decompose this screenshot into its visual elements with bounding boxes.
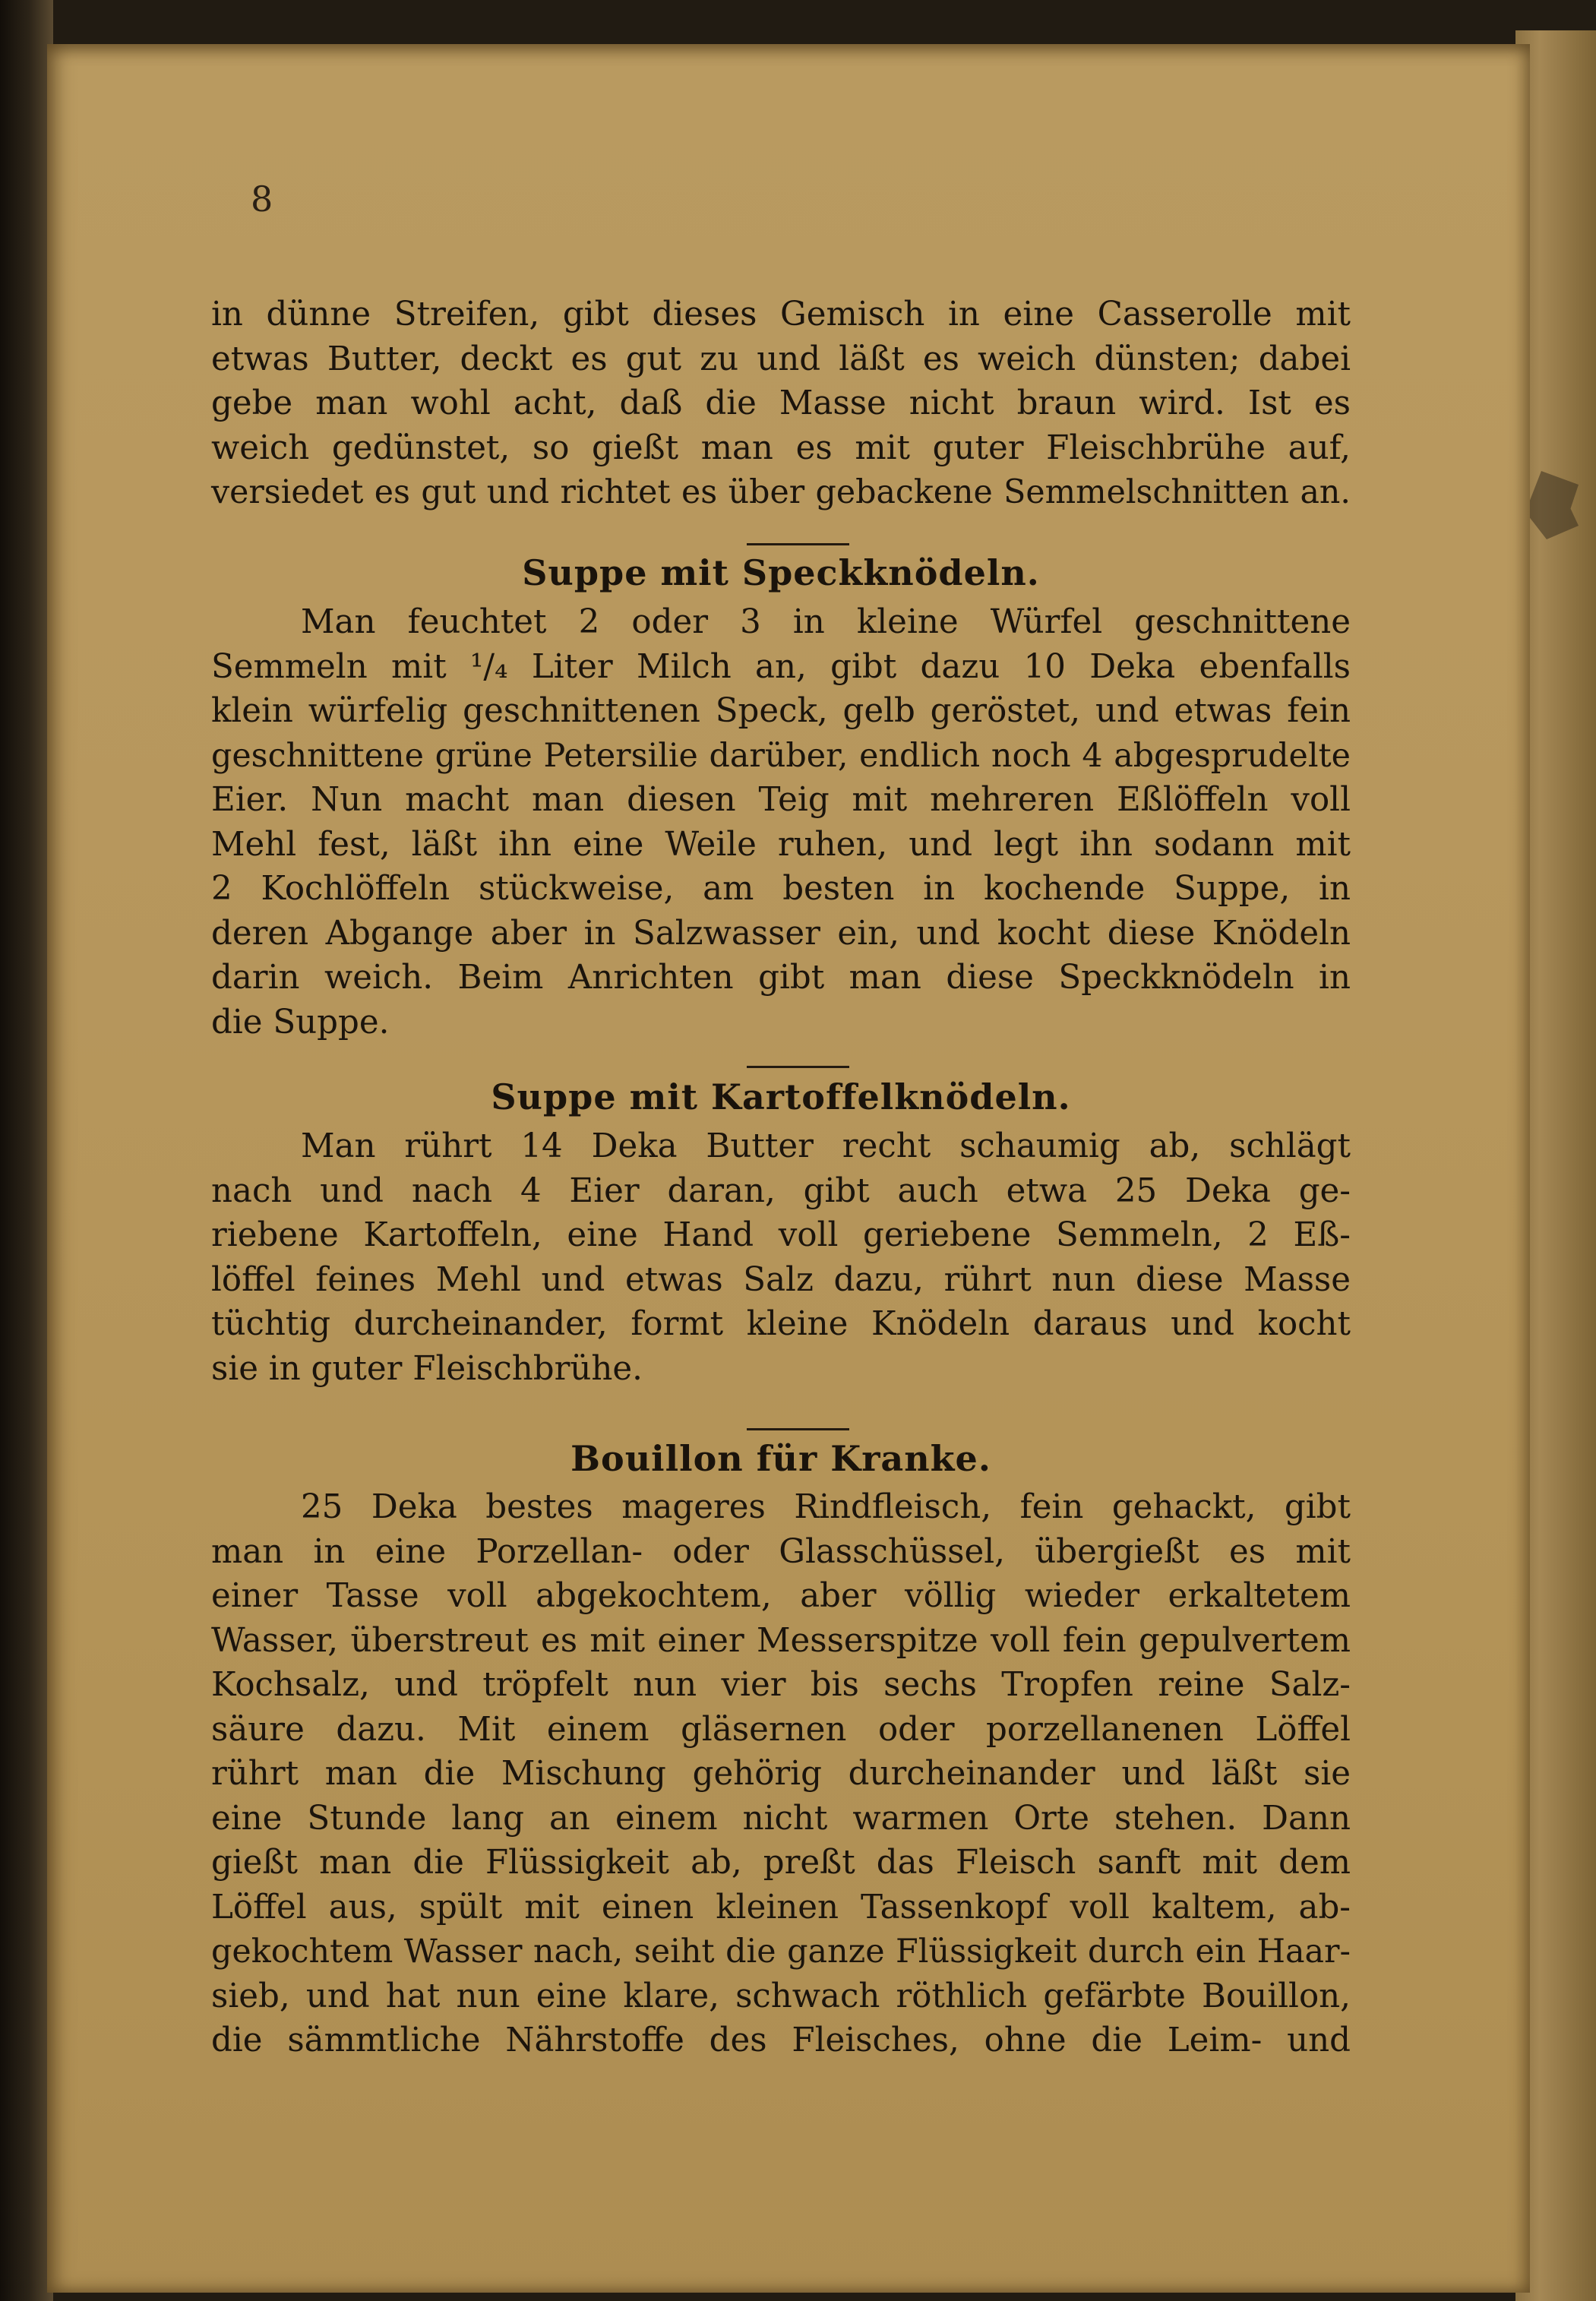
page-number: 8 (251, 179, 273, 220)
text-line: geschnittene grüne Petersilie darüber, endlich noch 4 abgesprudelte (211, 736, 1351, 775)
text-line: darin weich. Beim Anrichten gibt man diese Speckknödeln in (211, 959, 1351, 997)
section-divider (747, 1428, 849, 1430)
text-line: sie in guter Fleischbrühe. (211, 1349, 643, 1388)
book-binding-shadow (0, 0, 53, 2301)
text-line: Man rührt 14 Deka Butter recht schaumig ab, schlägt (301, 1127, 1351, 1165)
section-heading-kartoffelknoedeln: Suppe mit Kartoffelknödeln. (491, 1076, 1071, 1117)
text-line: 25 Deka bestes mageres Rindfleisch, fein gehackt, gibt (301, 1488, 1351, 1526)
text-line: gebe man wohl acht, daß die Masse nicht braun wird. Ist es (211, 384, 1351, 422)
section-heading-bouillon: Bouillon für Kranke. (570, 1438, 991, 1479)
text-line: Man feuchtet 2 oder 3 in kleine Würfel geschnittene (301, 603, 1351, 641)
text-line: löffel feines Mehl und etwas Salz dazu, rührt nun diese Masse (211, 1260, 1351, 1299)
text-line: etwas Butter, deckt es gut zu und läßt es weich dünsten; dabei (211, 340, 1351, 378)
intro-paragraph (211, 292, 1351, 515)
text-line: Wasser, überstreut es mit einer Messerspitze voll fein gepulvertem (211, 1621, 1351, 1660)
section-body-kartoffelknoedeln (211, 1124, 1351, 1391)
text-line: sieb, und hat nun eine klare, schwach röthlich gefärbte Bouillon, (211, 1977, 1351, 2015)
text-line: säure dazu. Mit einem gläsernen oder porzellanenen Löffel (211, 1710, 1351, 1749)
text-line: Mehl fest, läßt ihn eine Weile ruhen, und legt ihn sodann mit (211, 825, 1351, 864)
text-line: deren Abgange aber in Salzwasser ein, und kocht diese Knödeln (211, 914, 1351, 953)
section-divider (747, 1066, 849, 1068)
text-line: rührt man die Mischung gehörig durcheinander und läßt sie (211, 1755, 1351, 1793)
section-body-speckknoedeln (211, 600, 1351, 1045)
text-line: die sämmtliche Nährstoffe des Fleisches, ohne die Leim- und (211, 2021, 1351, 2059)
text-line: gekochtem Wasser nach, seiht die ganze Flüssigkeit durch ein Haar- (211, 1933, 1351, 1971)
text-line: Semmeln mit ¹/₄ Liter Milch an, gibt dazu 10 Deka ebenfalls (211, 647, 1351, 686)
text-line: Eier. Nun macht man diesen Teig mit mehreren Eßlöffeln voll (211, 781, 1351, 819)
text-line: weich gedünstet, so gießt man es mit guter Fleischbrühe auf, (211, 428, 1351, 467)
text-line: Löffel aus, spült mit einen kleinen Tassenkopf voll kaltem, ab- (211, 1888, 1351, 1926)
section-heading-speckknoedeln: Suppe mit Speckknödeln. (522, 552, 1040, 593)
text-line: man in eine Porzellan- oder Glasschüssel, übergießt es mit (211, 1532, 1351, 1571)
section-divider (747, 543, 849, 545)
text-line: riebene Kartoffeln, eine Hand voll geriebene Semmeln, 2 Eß- (211, 1216, 1351, 1254)
text-line: tüchtig durcheinander, formt kleine Knödeln daraus und kocht (211, 1305, 1351, 1343)
text-line: gießt man die Flüssigkeit ab, preßt das Fleisch sanft mit dem (211, 1844, 1351, 1882)
text-line: nach und nach 4 Eier daran, gibt auch etwa 25 Deka ge- (211, 1171, 1351, 1210)
text-line: Kochsalz, und tröpfelt nun vier bis sechs Tropfen reine Salz- (211, 1666, 1351, 1704)
text-line: versiedet es gut und richtet es über gebackene Semmelschnitten an. (211, 473, 1351, 511)
text-line: in dünne Streifen, gibt dieses Gemisch in eine Casserolle mit (211, 296, 1351, 333)
text-line: eine Stunde lang an einem nicht warmen Orte stehen. Dann (211, 1799, 1351, 1838)
text-line: die Suppe. (211, 1003, 390, 1041)
section-body-bouillon (211, 1485, 1351, 2063)
text-line: klein würfelig geschnittenen Speck, gelb geröstet, und etwas fein (211, 692, 1351, 730)
text-line: 2 Kochlöffeln stückweise, am besten in kochende Suppe, in (211, 870, 1351, 908)
text-line: einer Tasse voll abgekochtem, aber völlig wieder erkaltetem (211, 1577, 1351, 1615)
